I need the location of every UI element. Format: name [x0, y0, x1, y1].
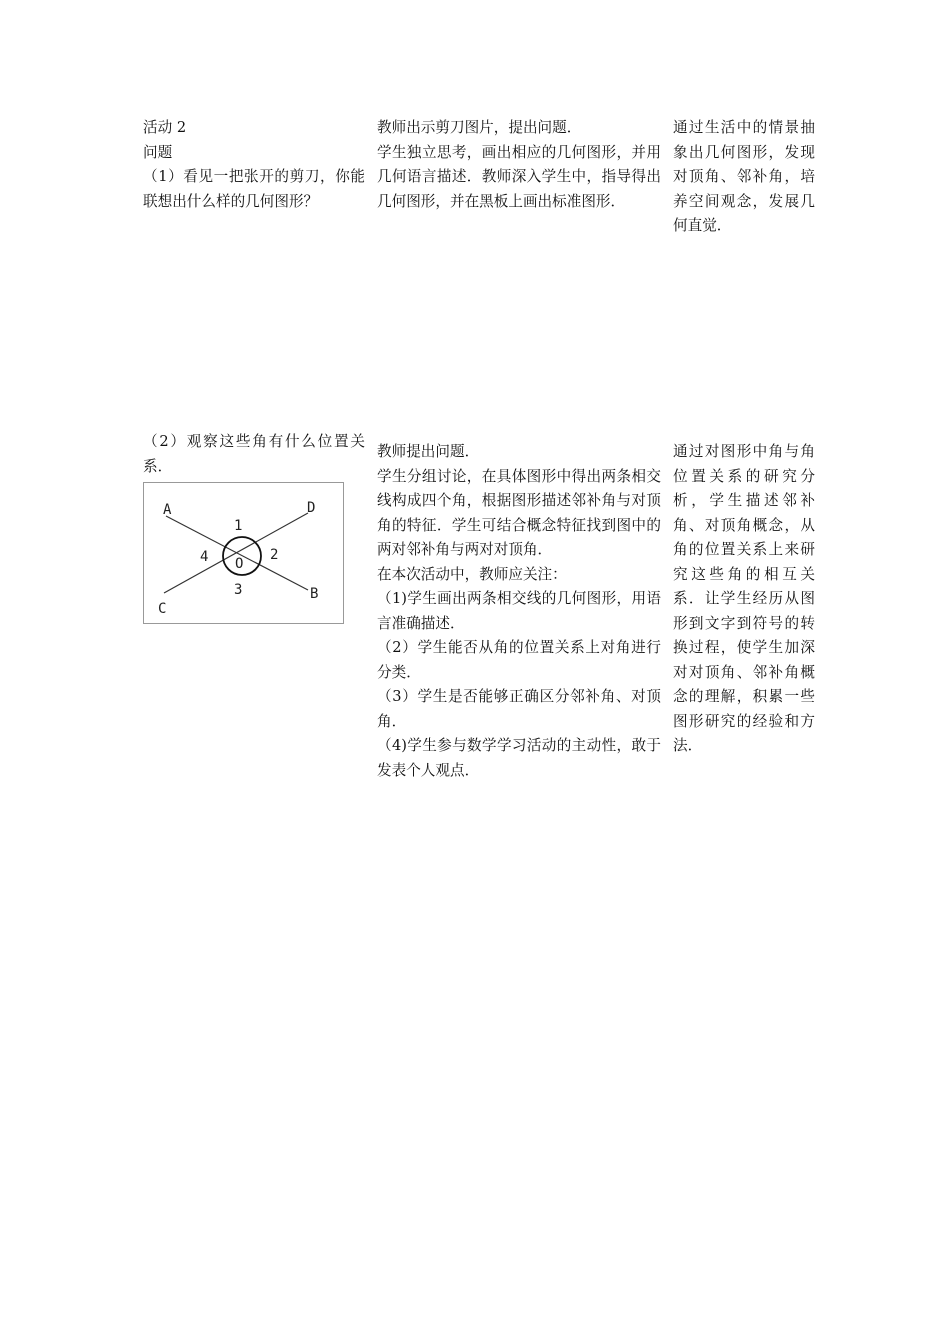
design-purpose: 通过生活中的情景抽象出几何图形，发现对顶角、邻补角，培养空间观念，发展几何直觉．	[673, 119, 815, 234]
focus-item-2: （2）学生能否从角的位置关系上对角进行分类．	[377, 639, 661, 681]
student-action: 学生独立思考，画出相应的几何图形，并用几何语言描述．教师深入学生中，指导得出几何图形，并在黑板上画出标准图形．	[377, 143, 661, 210]
focus-item-4: （4)学生参与数学学习活动的主动性，敢于发表个人观点．	[377, 737, 661, 779]
focus-item-1: （1)学生画出两条相交线的几何图形，用语言准确描述．	[377, 590, 661, 632]
focus-item-3: （3）学生是否能够正确区分邻补角、对顶角．	[377, 688, 661, 730]
question-1: （1）看见一把张开的剪刀，你能联想出什么样的几何图形？	[143, 168, 365, 210]
question-2: （2）观察这些角有什么位置关系．	[143, 433, 365, 475]
angle-2-label: 2	[270, 547, 279, 563]
row1-question-cell	[143, 116, 365, 214]
row1-teacher-student-cell	[377, 116, 661, 214]
activity-title: 活动 2	[143, 119, 187, 136]
figure-svg	[144, 483, 343, 623]
teacher-action: 教师出示剪刀图片，提出问题．	[377, 119, 582, 136]
focus-heading: 在本次活动中，教师应关注：	[377, 565, 567, 583]
design-purpose-2: 通过对图形中角与角位置关系的研究分析，学生描述邻补角、对顶角概念，从角的位置关系上来研究这些角的相互关系．让学生经历从图形到文字到符号的转换过程，使学生加深对对顶角、邻补角概念的理解，积累一些图形研究的经验和方法．	[673, 443, 815, 754]
point-a-label: A	[163, 502, 172, 518]
point-o-label: O	[235, 556, 244, 572]
intersecting-lines-figure	[143, 482, 344, 624]
teacher-question: 教师提出问题．	[377, 443, 480, 460]
group-discussion: 学生分组讨论，在具体图形中得出两条相交线构成四个角，根据图形描述邻补角与对顶角的特征．学生可结合概念特征找到图中的两对邻补角与两对对顶角．	[377, 467, 661, 558]
question-heading: 问题	[143, 143, 173, 161]
row1-purpose-cell	[673, 116, 815, 239]
angle-1-label: 1	[234, 518, 243, 534]
point-c-label: C	[158, 601, 167, 617]
point-d-label: D	[307, 500, 316, 516]
row2-purpose-cell	[673, 440, 815, 759]
row2-teacher-student-cell	[377, 440, 661, 783]
row2-question-cell	[143, 430, 365, 479]
angle-3-label: 3	[234, 582, 243, 598]
point-b-label: B	[310, 586, 319, 602]
angle-4-label: 4	[200, 549, 209, 565]
